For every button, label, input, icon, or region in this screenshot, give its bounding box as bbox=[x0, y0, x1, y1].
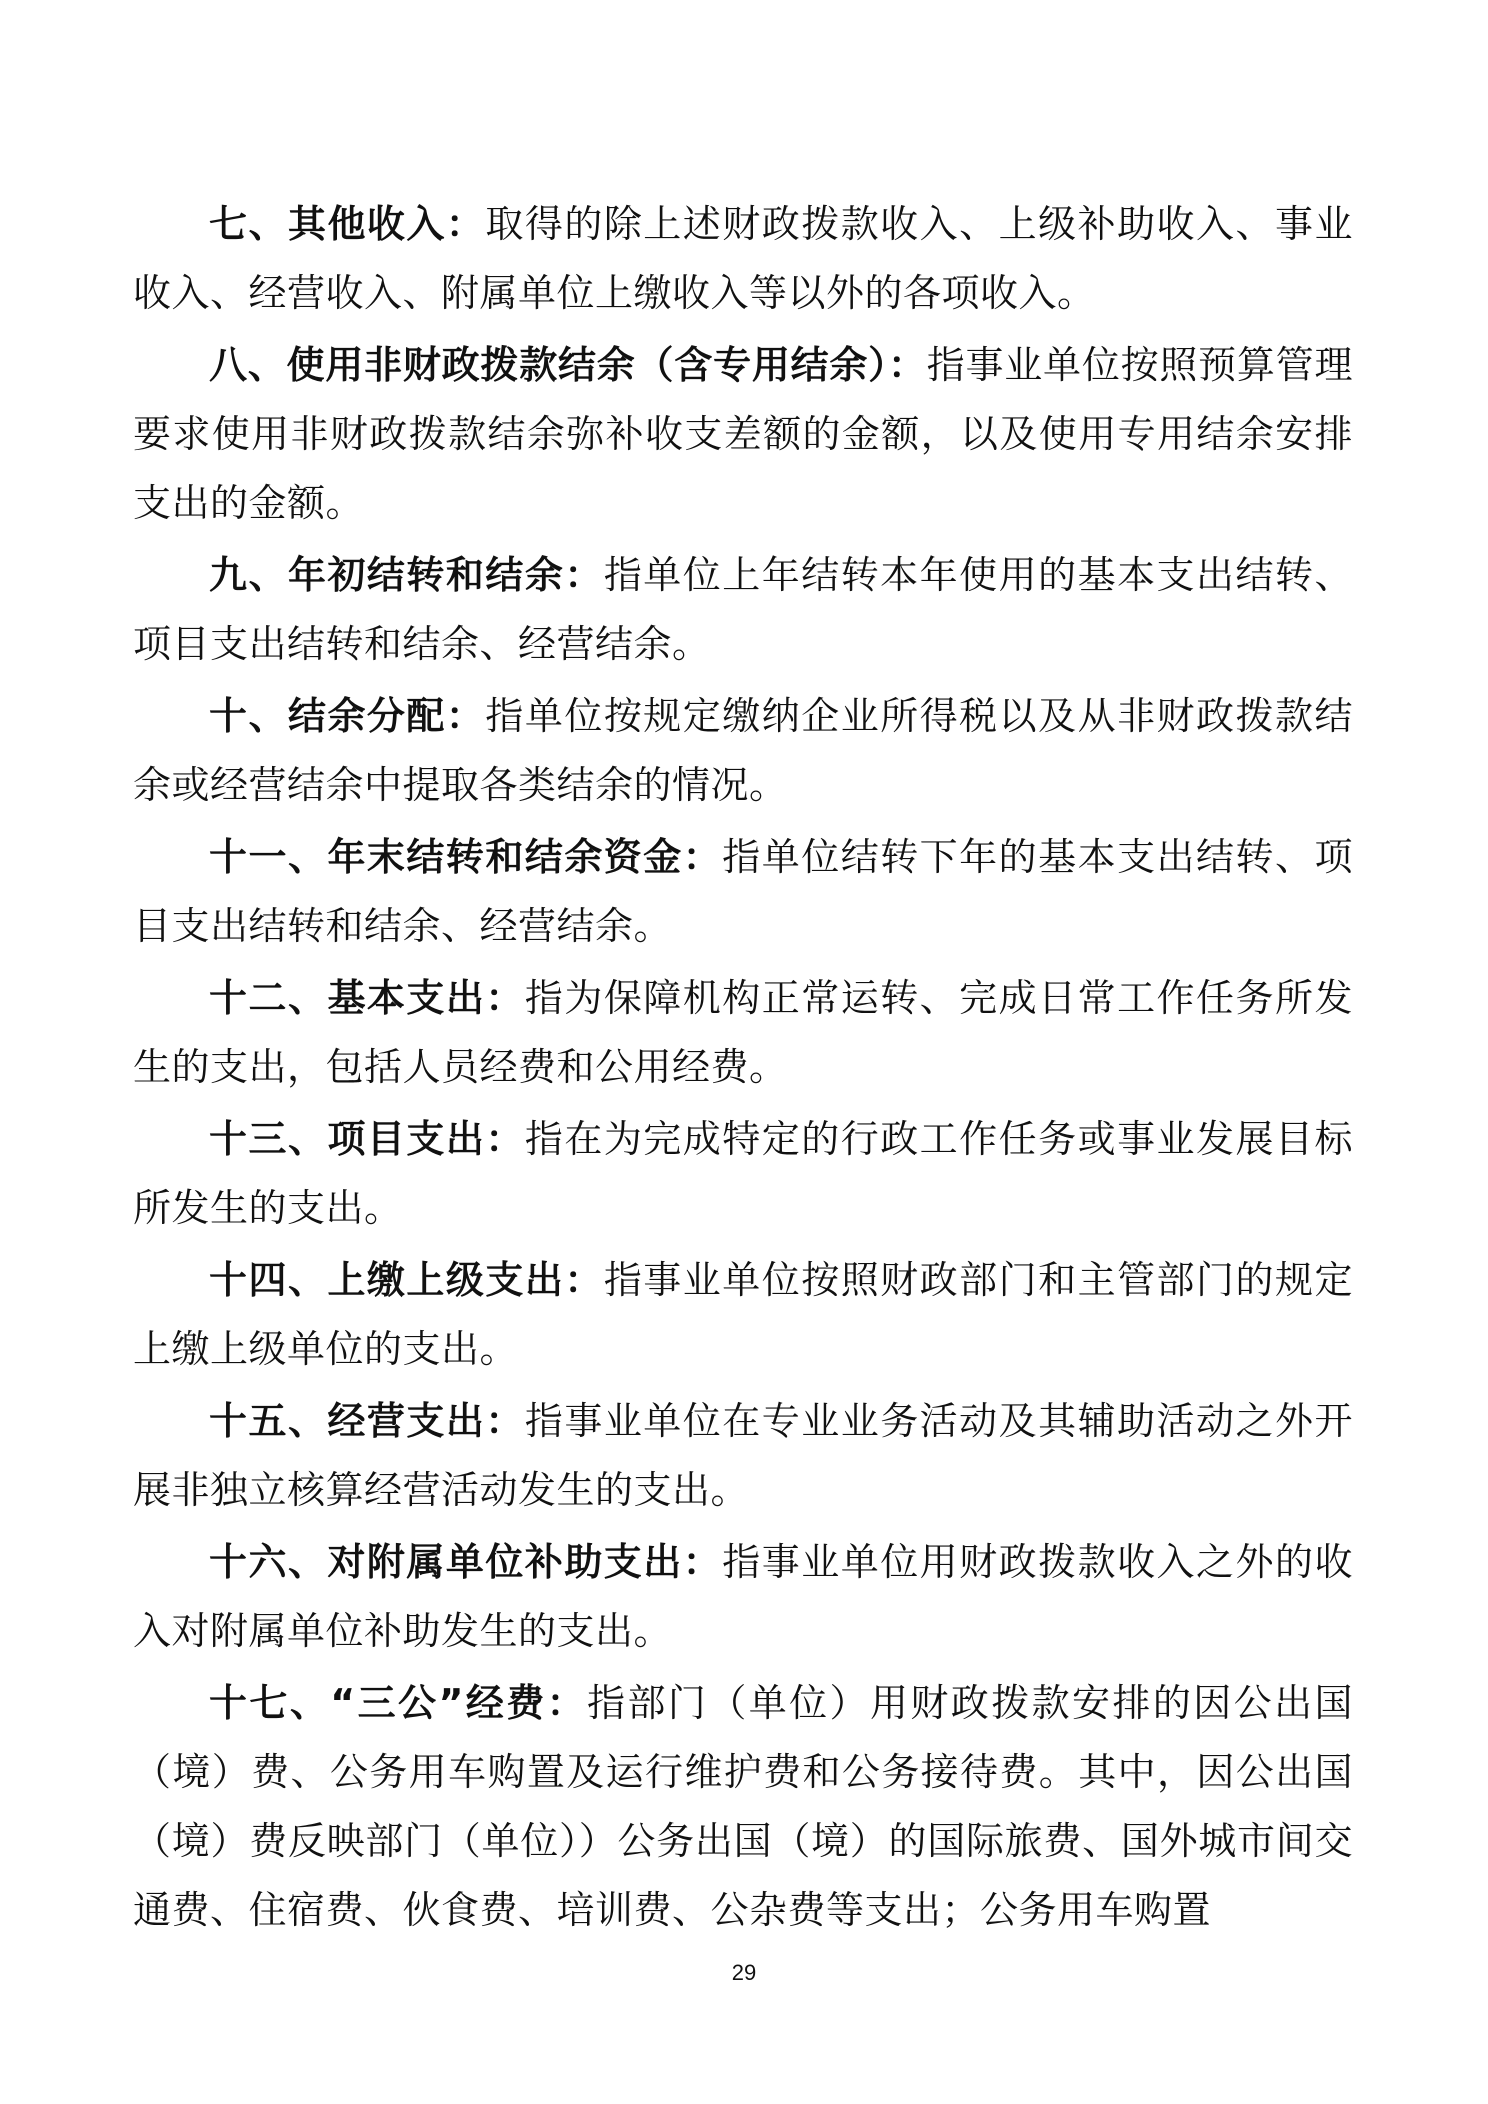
definition-text: 指单位上年结转本年使用的基本支出结转、项目支出结转和结余、经营结余。 bbox=[133, 553, 1353, 666]
definition-term: 十七、“三公”经费： bbox=[209, 1681, 588, 1725]
definition-text: 取得的除上述财政拨款收入、上级补助收入、事业收入、经营收入、附属单位上缴收入等以外的各项收入。 bbox=[133, 202, 1353, 315]
definition-term: 十三、项目支出： bbox=[209, 1117, 525, 1161]
definition-paragraph-16 bbox=[133, 1528, 1353, 1666]
definition-text: 指部门（单位）用财政拨款安排的因公出国（境）费、公务用车购置及运行维护费和公务接待费。其中，因公出国（境）费反映部门（单位））公务出国（境）的国际旅费、国外城市间交通费、住宿费、伙食费、培训费、公杂费等支出；公务用车购置 bbox=[133, 1681, 1353, 1932]
definition-paragraph-9 bbox=[133, 541, 1353, 679]
definition-text: 指单位结转下年的基本支出结转、项目支出结转和结余、经营结余。 bbox=[133, 835, 1353, 948]
definition-term: 八、使用非财政拨款结余（含专用结余）： bbox=[209, 343, 927, 387]
definition-text: 指事业单位按照预算管理要求使用非财政拨款结余弥补收支差额的金额，以及使用专用结余安排支出的金额。 bbox=[133, 343, 1353, 525]
definition-paragraph-14 bbox=[133, 1246, 1353, 1384]
page-number: 29 bbox=[731, 1960, 757, 1985]
definition-text: 指事业单位在专业业务活动及其辅助活动之外开展非独立核算经营活动发生的支出。 bbox=[133, 1399, 1353, 1512]
definition-paragraph-7 bbox=[133, 190, 1353, 328]
definition-paragraph-11 bbox=[133, 823, 1353, 961]
definition-term: 十四、上缴上级支出： bbox=[209, 1258, 604, 1302]
definition-paragraph-15 bbox=[133, 1387, 1353, 1525]
document-body bbox=[133, 190, 1353, 1948]
definition-term: 九、年初结转和结余： bbox=[209, 553, 604, 597]
definition-paragraph-8 bbox=[133, 331, 1353, 538]
definition-term: 十五、经营支出： bbox=[209, 1399, 525, 1443]
definition-paragraph-17 bbox=[133, 1669, 1353, 1945]
definition-text: 指在为完成特定的行政工作任务或事业发展目标所发生的支出。 bbox=[133, 1117, 1353, 1230]
definition-term: 十二、基本支出： bbox=[209, 976, 525, 1020]
definition-term: 十一、年末结转和结余资金： bbox=[209, 835, 723, 879]
definition-paragraph-10 bbox=[133, 682, 1353, 820]
definition-term: 十六、对附属单位补助支出： bbox=[209, 1540, 723, 1584]
definition-text: 指事业单位用财政拨款收入之外的收入对附属单位补助发生的支出。 bbox=[133, 1540, 1353, 1653]
definition-text: 指事业单位按照财政部门和主管部门的规定上缴上级单位的支出。 bbox=[133, 1258, 1353, 1371]
definition-term: 十、结余分配： bbox=[209, 694, 486, 738]
definition-text: 指单位按规定缴纳企业所得税以及从非财政拨款结余或经营结余中提取各类结余的情况。 bbox=[133, 694, 1353, 807]
definition-term: 七、其他收入： bbox=[209, 202, 486, 246]
definition-paragraph-13 bbox=[133, 1105, 1353, 1243]
definition-paragraph-12 bbox=[133, 964, 1353, 1102]
definition-text: 指为保障机构正常运转、完成日常工作任务所发生的支出，包括人员经费和公用经费。 bbox=[133, 976, 1353, 1089]
